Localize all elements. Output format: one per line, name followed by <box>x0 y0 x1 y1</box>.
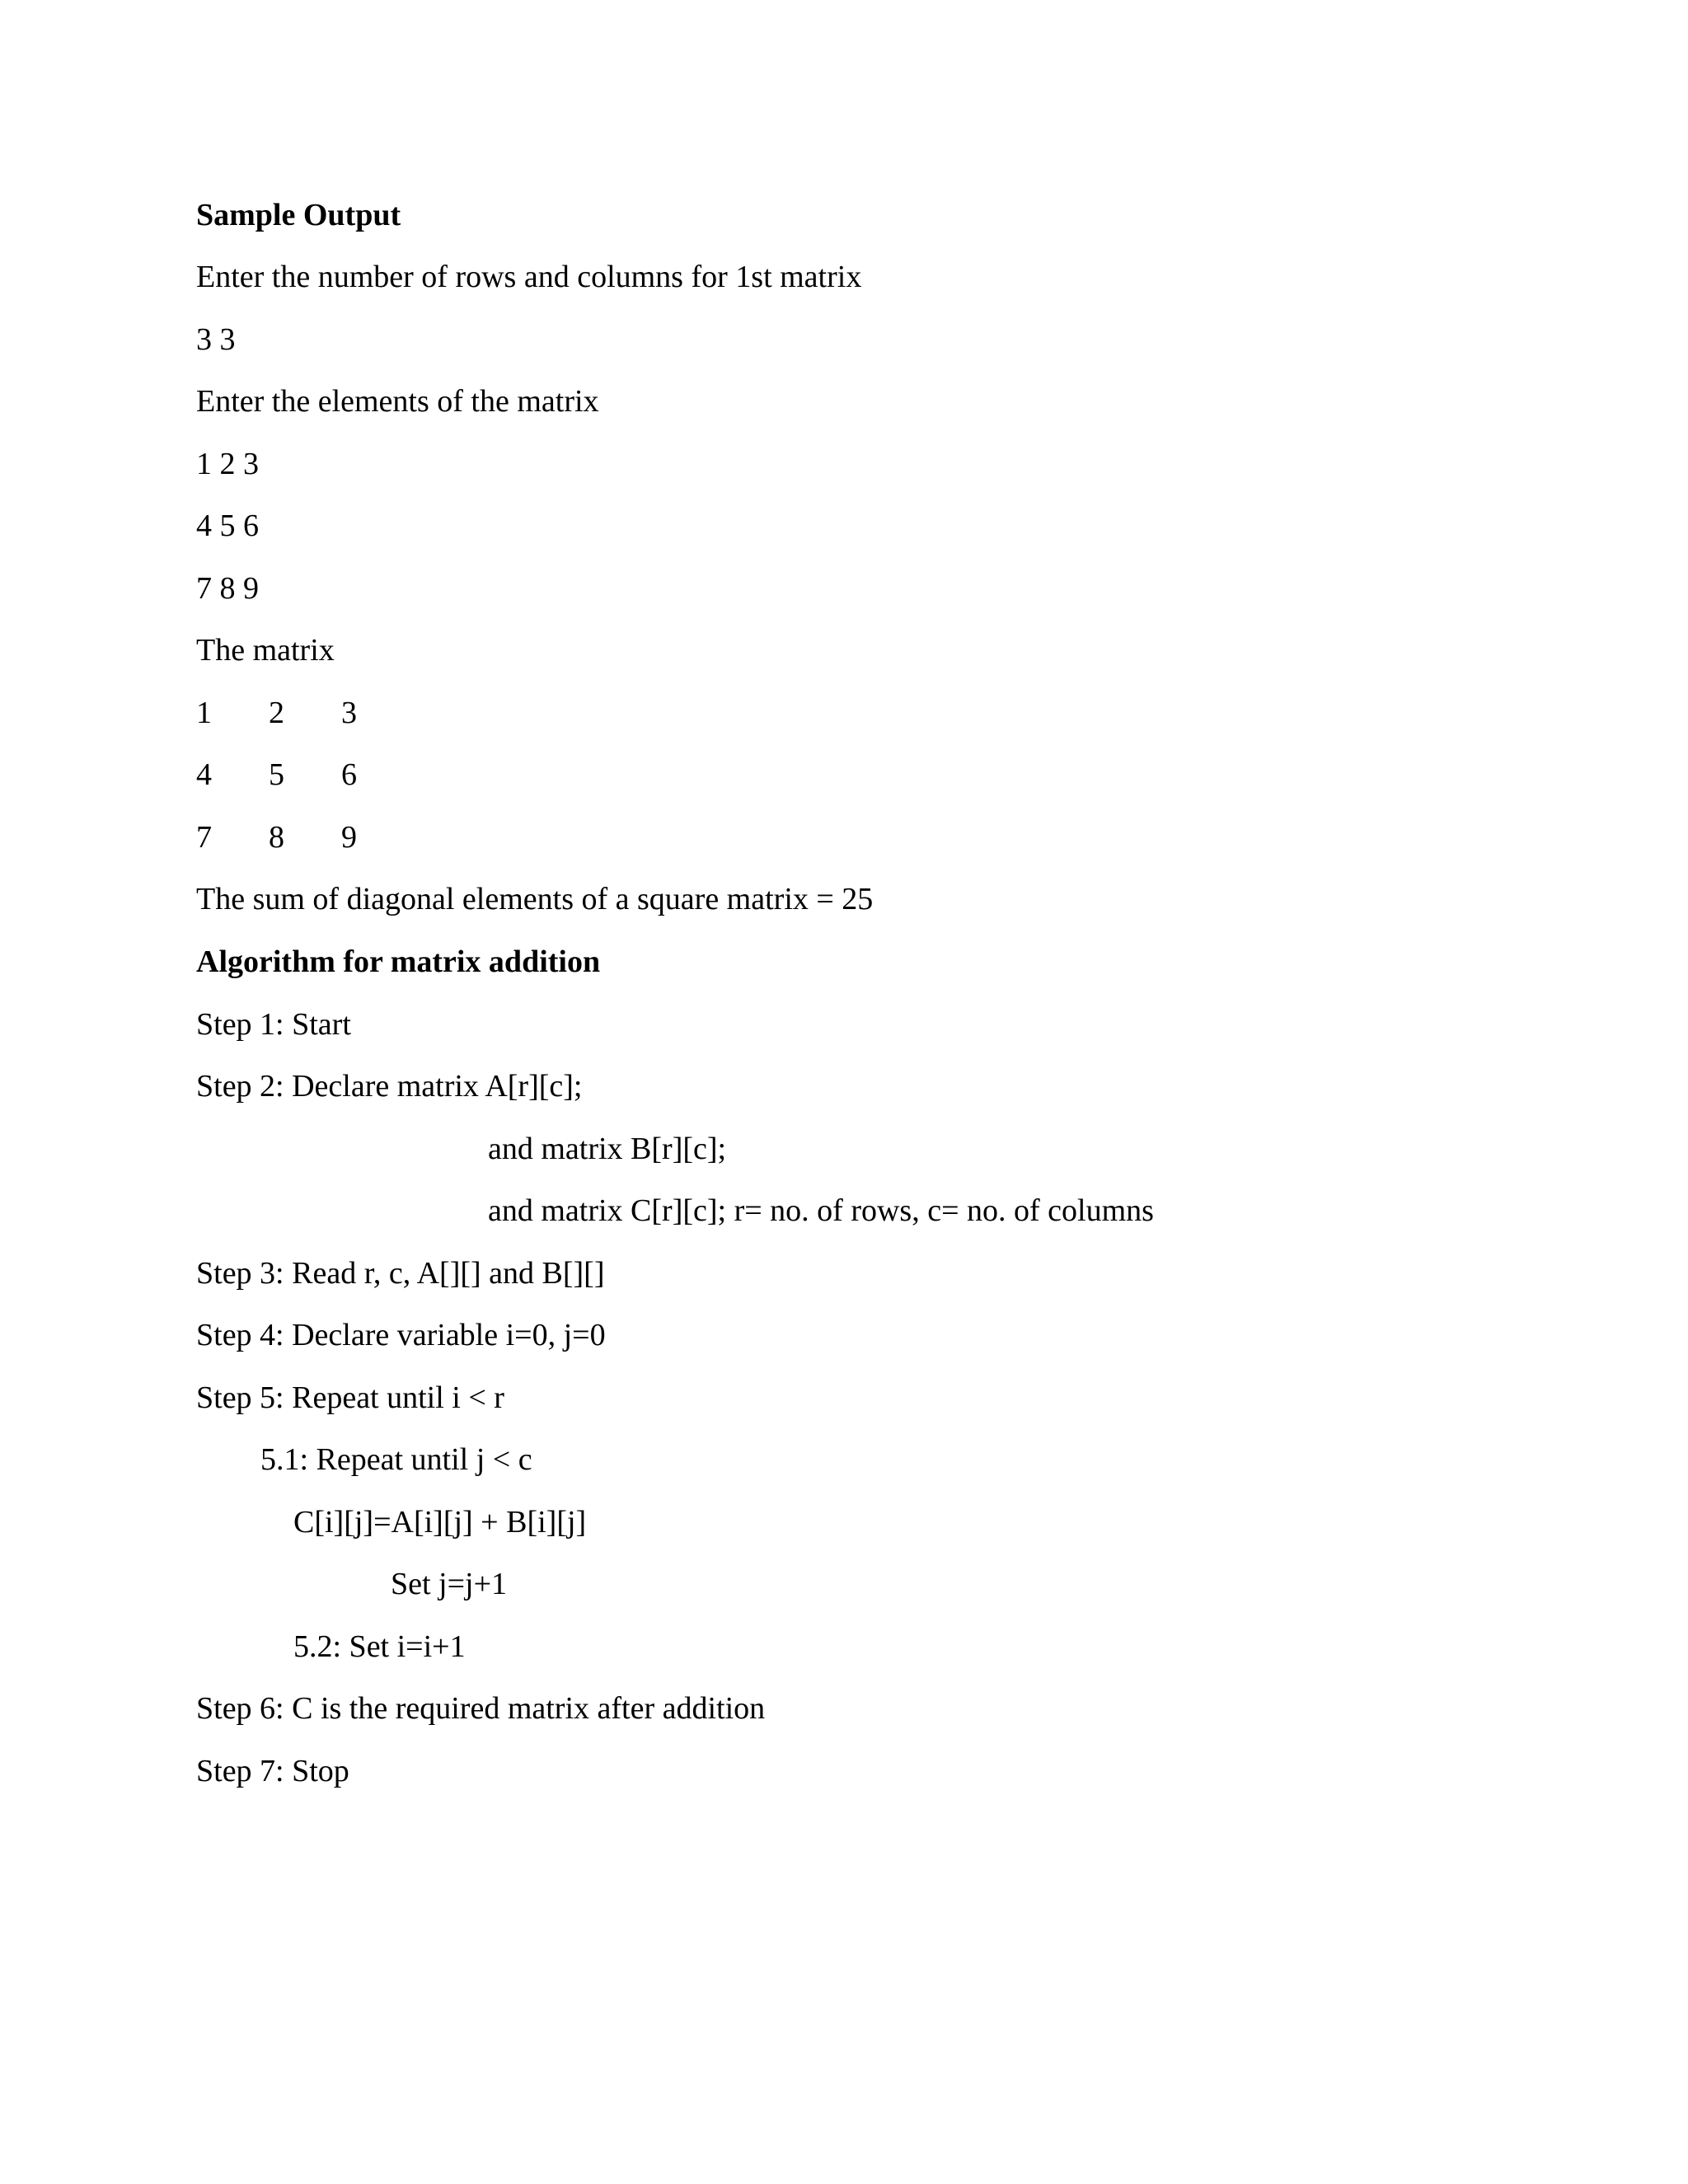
step-1: Step 1: Start <box>196 1007 351 1042</box>
algorithm-heading: Algorithm for matrix addition <box>196 944 601 979</box>
input-row-3: 7 8 9 <box>196 571 259 606</box>
sample-output-heading: Sample Output <box>196 198 401 232</box>
step-4: Step 4: Declare variable i=0, j=0 <box>196 1318 606 1352</box>
prompt-elements: Enter the elements of the matrix <box>196 384 599 419</box>
matrix-cell: 6 <box>341 757 357 792</box>
step-5: Step 5: Repeat until i < r <box>196 1380 504 1415</box>
step-5-1-assignment: C[i][j]=A[i][j] + B[i][j] <box>293 1505 587 1540</box>
prompt-rows-cols: Enter the number of rows and columns for 1st matrix <box>196 260 862 294</box>
step-6: Step 6: C is the required matrix after addition <box>196 1691 766 1726</box>
matrix-cell: 9 <box>341 820 357 855</box>
step-2-continuation-c: and matrix C[r][c]; r= no. of rows, c= no. of columns <box>488 1193 1154 1228</box>
matrix-label: The matrix <box>196 633 335 668</box>
input-row-1: 1 2 3 <box>196 447 259 481</box>
step-3: Step 3: Read r, c, A[][] and B[][] <box>196 1256 605 1291</box>
matrix-cell: 7 <box>196 820 212 855</box>
matrix-cell: 1 <box>196 696 212 730</box>
step-7: Step 7: Stop <box>196 1754 349 1788</box>
matrix-cell: 8 <box>269 820 284 855</box>
step-5-2: 5.2: Set i=i+1 <box>293 1629 466 1664</box>
input-row-2: 4 5 6 <box>196 509 259 543</box>
input-size: 3 3 <box>196 322 236 357</box>
matrix-cell: 5 <box>269 757 284 792</box>
step-5-1-increment: Set j=j+1 <box>391 1567 508 1601</box>
step-2: Step 2: Declare matrix A[r][c]; <box>196 1069 583 1104</box>
matrix-cell: 3 <box>341 696 357 730</box>
matrix-cell: 2 <box>269 696 284 730</box>
step-2-continuation-b: and matrix B[r][c]; <box>488 1132 727 1166</box>
step-5-1: 5.1: Repeat until j < c <box>260 1442 532 1477</box>
diagonal-sum-line: The sum of diagonal elements of a square matrix = 25 <box>196 882 874 916</box>
matrix-cell: 4 <box>196 757 212 792</box>
